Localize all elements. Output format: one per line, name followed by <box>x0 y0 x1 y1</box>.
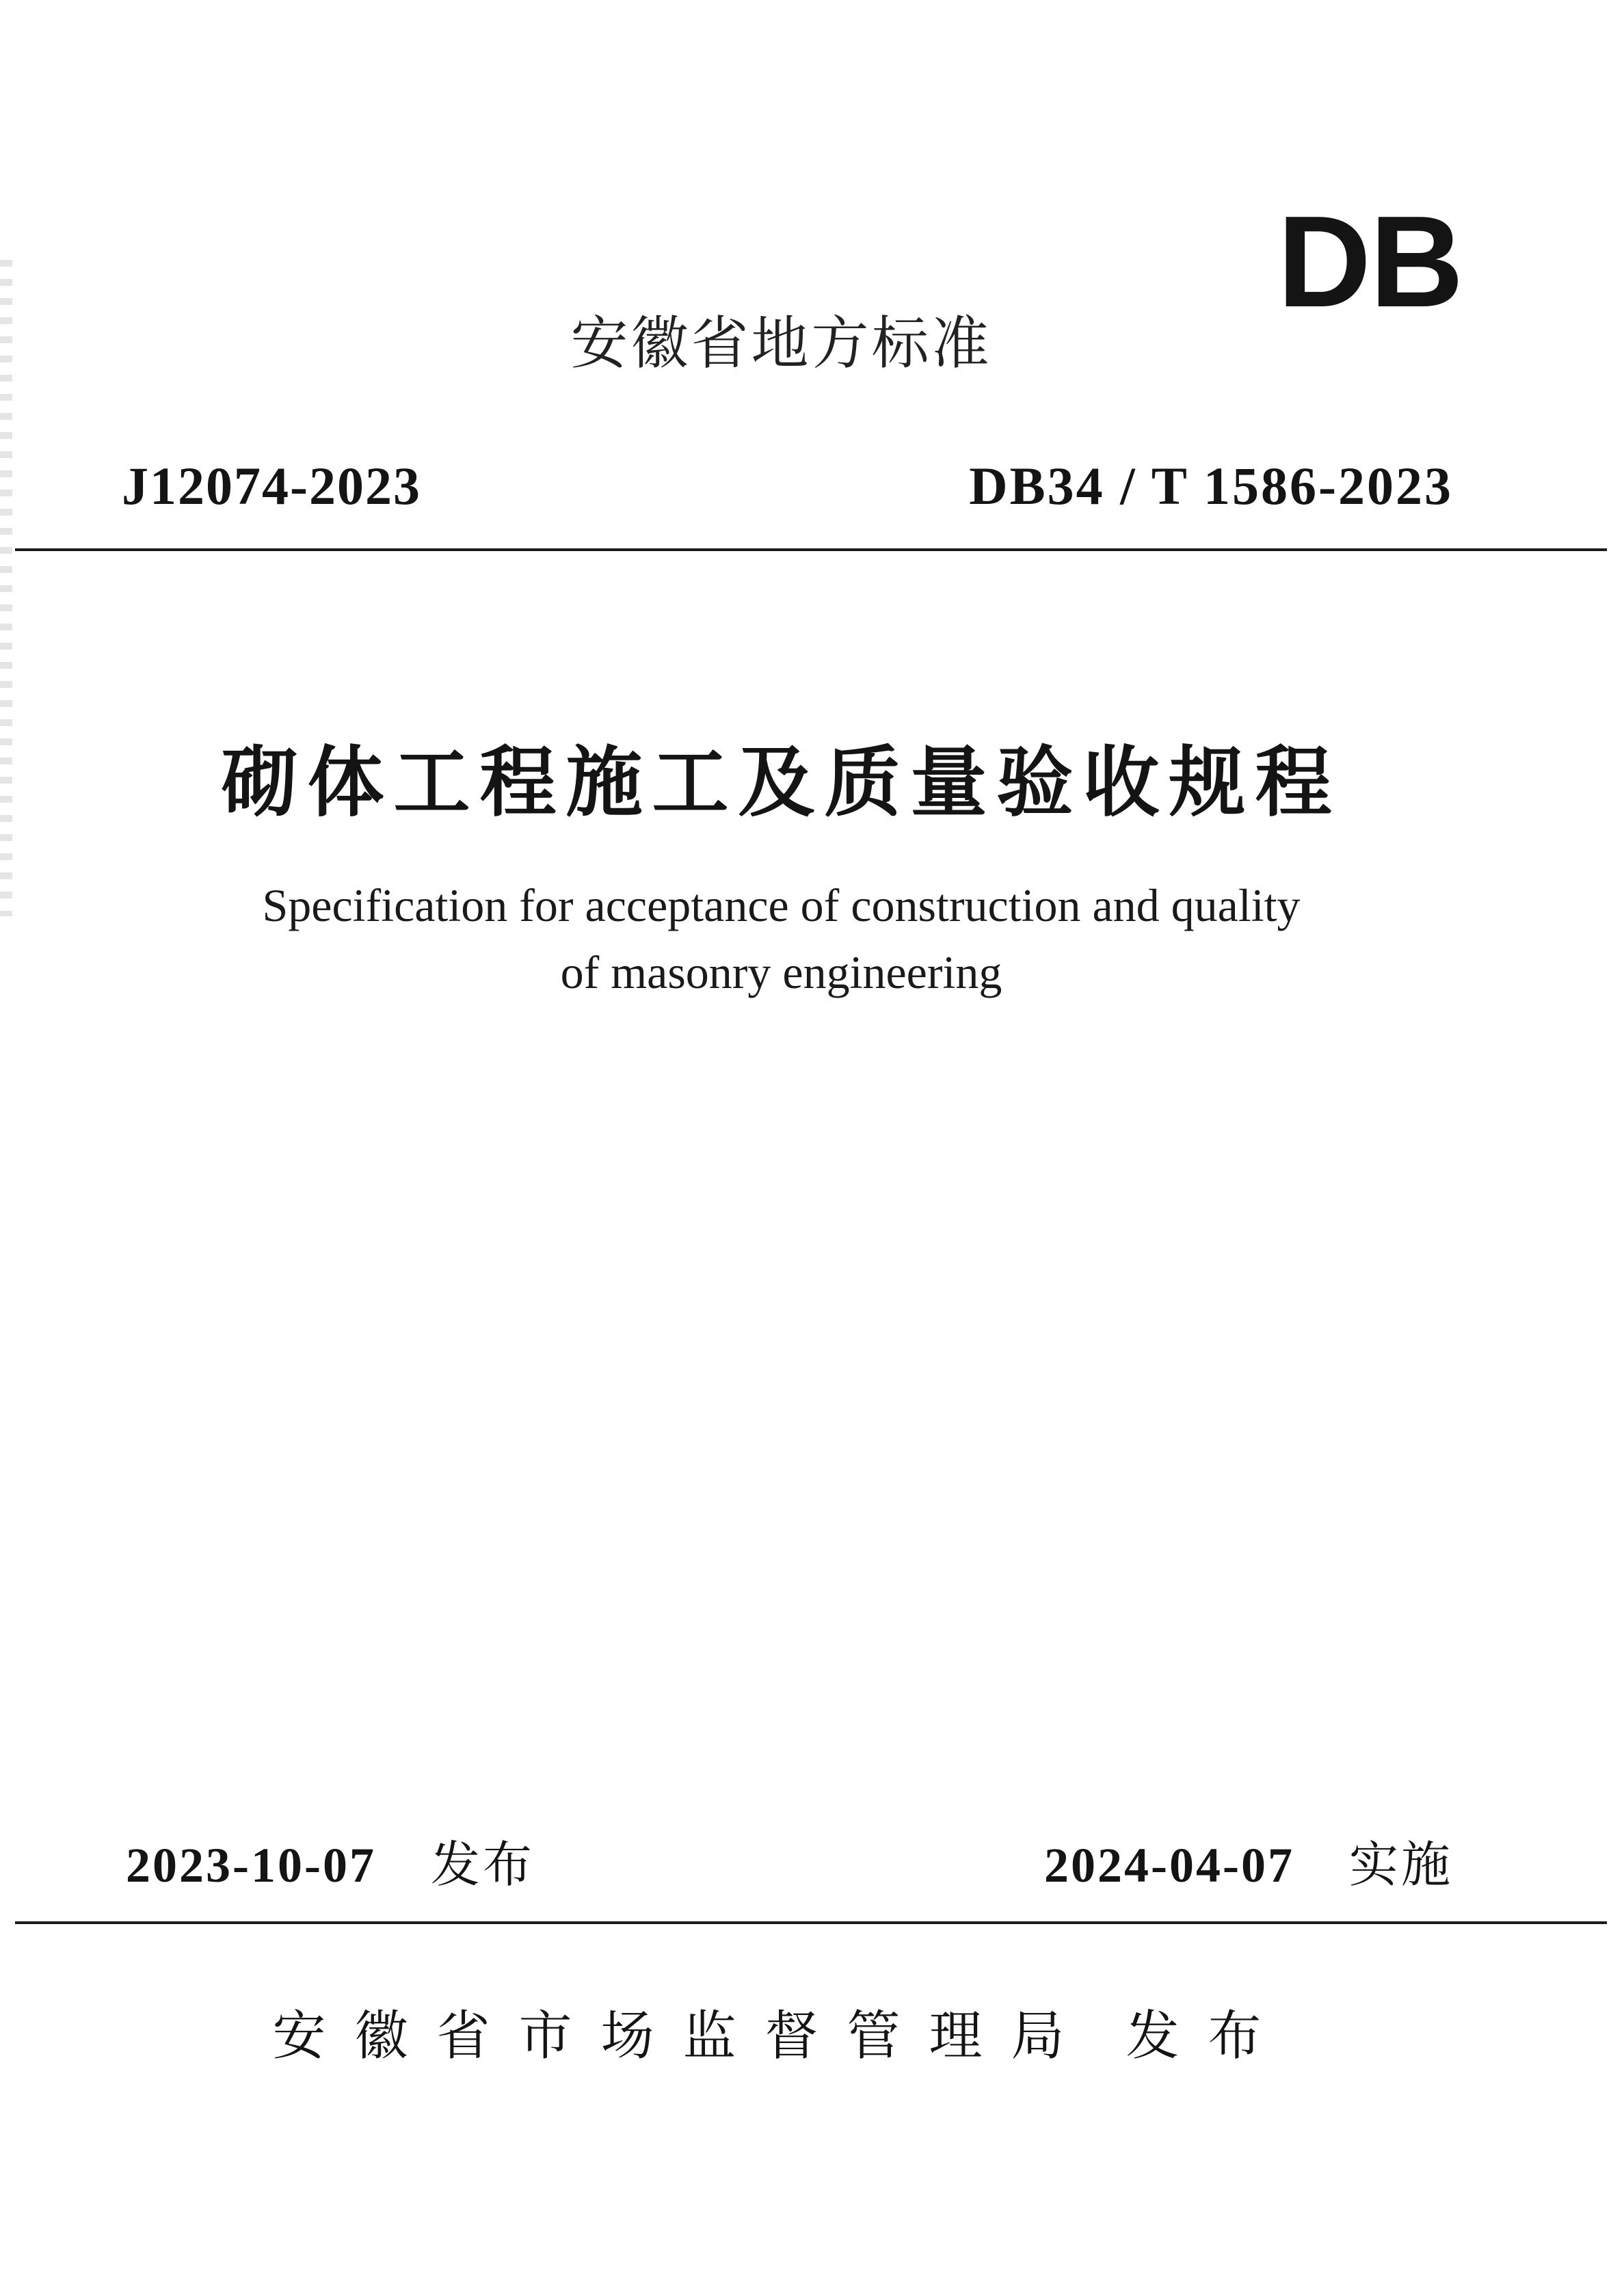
standard-category: 安徽省地方标准 <box>570 310 992 377</box>
document-title-en-line1: Specification for acceptance of construction and quality <box>262 879 1301 931</box>
document-title-zh: 砌体工程施工及质量验收规程 <box>221 738 1342 827</box>
issuer-name: 安徽省市场监督管理局 <box>272 2005 1093 2067</box>
standard-number: DB34 / T 1586-2023 <box>969 456 1453 516</box>
implementation-date: 2024-04-07 <box>1044 1838 1294 1893</box>
issue-date-row <box>126 1834 535 1896</box>
top-divider <box>15 548 1607 551</box>
implementation-date-row <box>1044 1834 1453 1896</box>
issue-date: 2023-10-07 <box>126 1838 376 1893</box>
db-mark: DB <box>1277 189 1463 334</box>
document-title-en-line2: of masonry engineering <box>560 946 1002 998</box>
bottom-divider <box>15 1921 1607 1924</box>
record-number: J12074-2023 <box>122 456 421 516</box>
implementation-label: 实施 <box>1348 1836 1453 1893</box>
issue-label: 发布 <box>430 1836 535 1893</box>
issuer-line <box>0 2002 1624 2070</box>
issuer-action: 发布 <box>1126 2005 1290 2067</box>
